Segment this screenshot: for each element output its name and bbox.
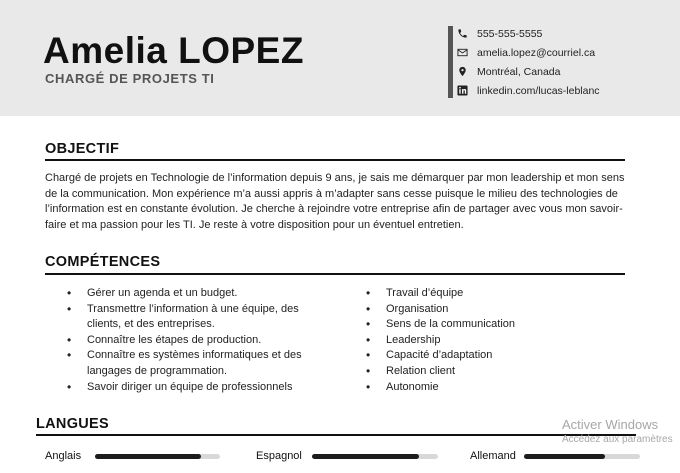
list-item: • Organisation [366, 302, 616, 318]
language-level-bar [95, 454, 220, 459]
list-item: • Gérer un agenda et un budget. [67, 286, 325, 302]
list-item: • Travail d’équipe [366, 286, 616, 302]
list-item: • Autonomie [366, 380, 616, 396]
list-item: • Capacité d’adaptation [366, 348, 616, 364]
contact-divider [448, 26, 453, 98]
contact-linkedin [456, 81, 676, 100]
list-item: • Savoir diriger un équipe de professionnels [67, 380, 325, 396]
language-label: Espagnol [256, 450, 302, 462]
language-label: Anglais [45, 450, 82, 462]
list-item: • Relation client [366, 364, 616, 380]
contact-block [456, 24, 676, 100]
language-level-bar [312, 454, 438, 459]
language-level-bar [524, 454, 640, 459]
language-level-fill [95, 454, 201, 459]
job-title: CHARGÉ DE PROJETS TI [45, 71, 215, 86]
contact-email-text: amelia.lopez@courriel.ca [477, 46, 596, 59]
envelope-icon [456, 47, 468, 59]
list-item: • Connaître les étapes de production. [67, 333, 325, 349]
language-anglais [45, 449, 81, 463]
candidate-name: Amelia LOPEZ [43, 30, 304, 71]
objectif-text: Chargé de projets en Technologie de l’information depuis 9 ans, je sais me démarquer par mon leadership et mon sens de la communication. Mon expérience m’a aussi appris à m’adapter sans cesse puisque le milieu des technologies de l’information est en constante évolution. Je cherche à rejoindre votre entreprise afin de partager avec vous mon savoir-faire et ma passion pour les TI. Je reste à votre disposition pour un éventuel entretien. [45, 172, 625, 231]
list-item: • Connaître es systèmes informatiques et des langages de programmation. [67, 348, 325, 379]
contact-phone-text: 555-555-5555 [477, 27, 543, 40]
location-pin-icon [456, 66, 468, 78]
windows-activation-watermark [562, 417, 673, 445]
competences-heading: COMPÉTENCES [45, 254, 161, 270]
competences-list-right [366, 286, 616, 395]
language-allemand [470, 449, 516, 463]
language-level-fill [312, 454, 419, 459]
linkedin-icon [456, 85, 468, 97]
watermark-line-1: Activer Windows [562, 417, 659, 432]
watermark-line-2: Accédez aux paramètres [562, 434, 673, 445]
contact-email [456, 43, 676, 62]
language-espagnol [256, 449, 302, 463]
list-item: • Sens de la communication [366, 317, 616, 333]
langues-rule [36, 434, 636, 436]
contact-location [456, 62, 676, 81]
language-level-fill [524, 454, 605, 459]
objectif-rule [45, 159, 625, 161]
contact-location-text: Montréal, Canada [477, 65, 561, 78]
resume-header [0, 0, 680, 116]
language-label: Allemand [470, 450, 516, 462]
list-item: • Transmettre l’information à une équipe, des clients, et des entreprises. [67, 302, 325, 333]
contact-phone [456, 24, 676, 43]
phone-icon [456, 28, 468, 40]
contact-linkedin-text: linkedin.com/lucas-leblanc [477, 84, 600, 97]
competences-rule [45, 273, 625, 275]
objectif-heading: OBJECTIF [45, 141, 120, 157]
langues-heading: LANGUES [36, 416, 109, 432]
list-item: • Leadership [366, 333, 616, 349]
competences-list-left [67, 286, 325, 395]
